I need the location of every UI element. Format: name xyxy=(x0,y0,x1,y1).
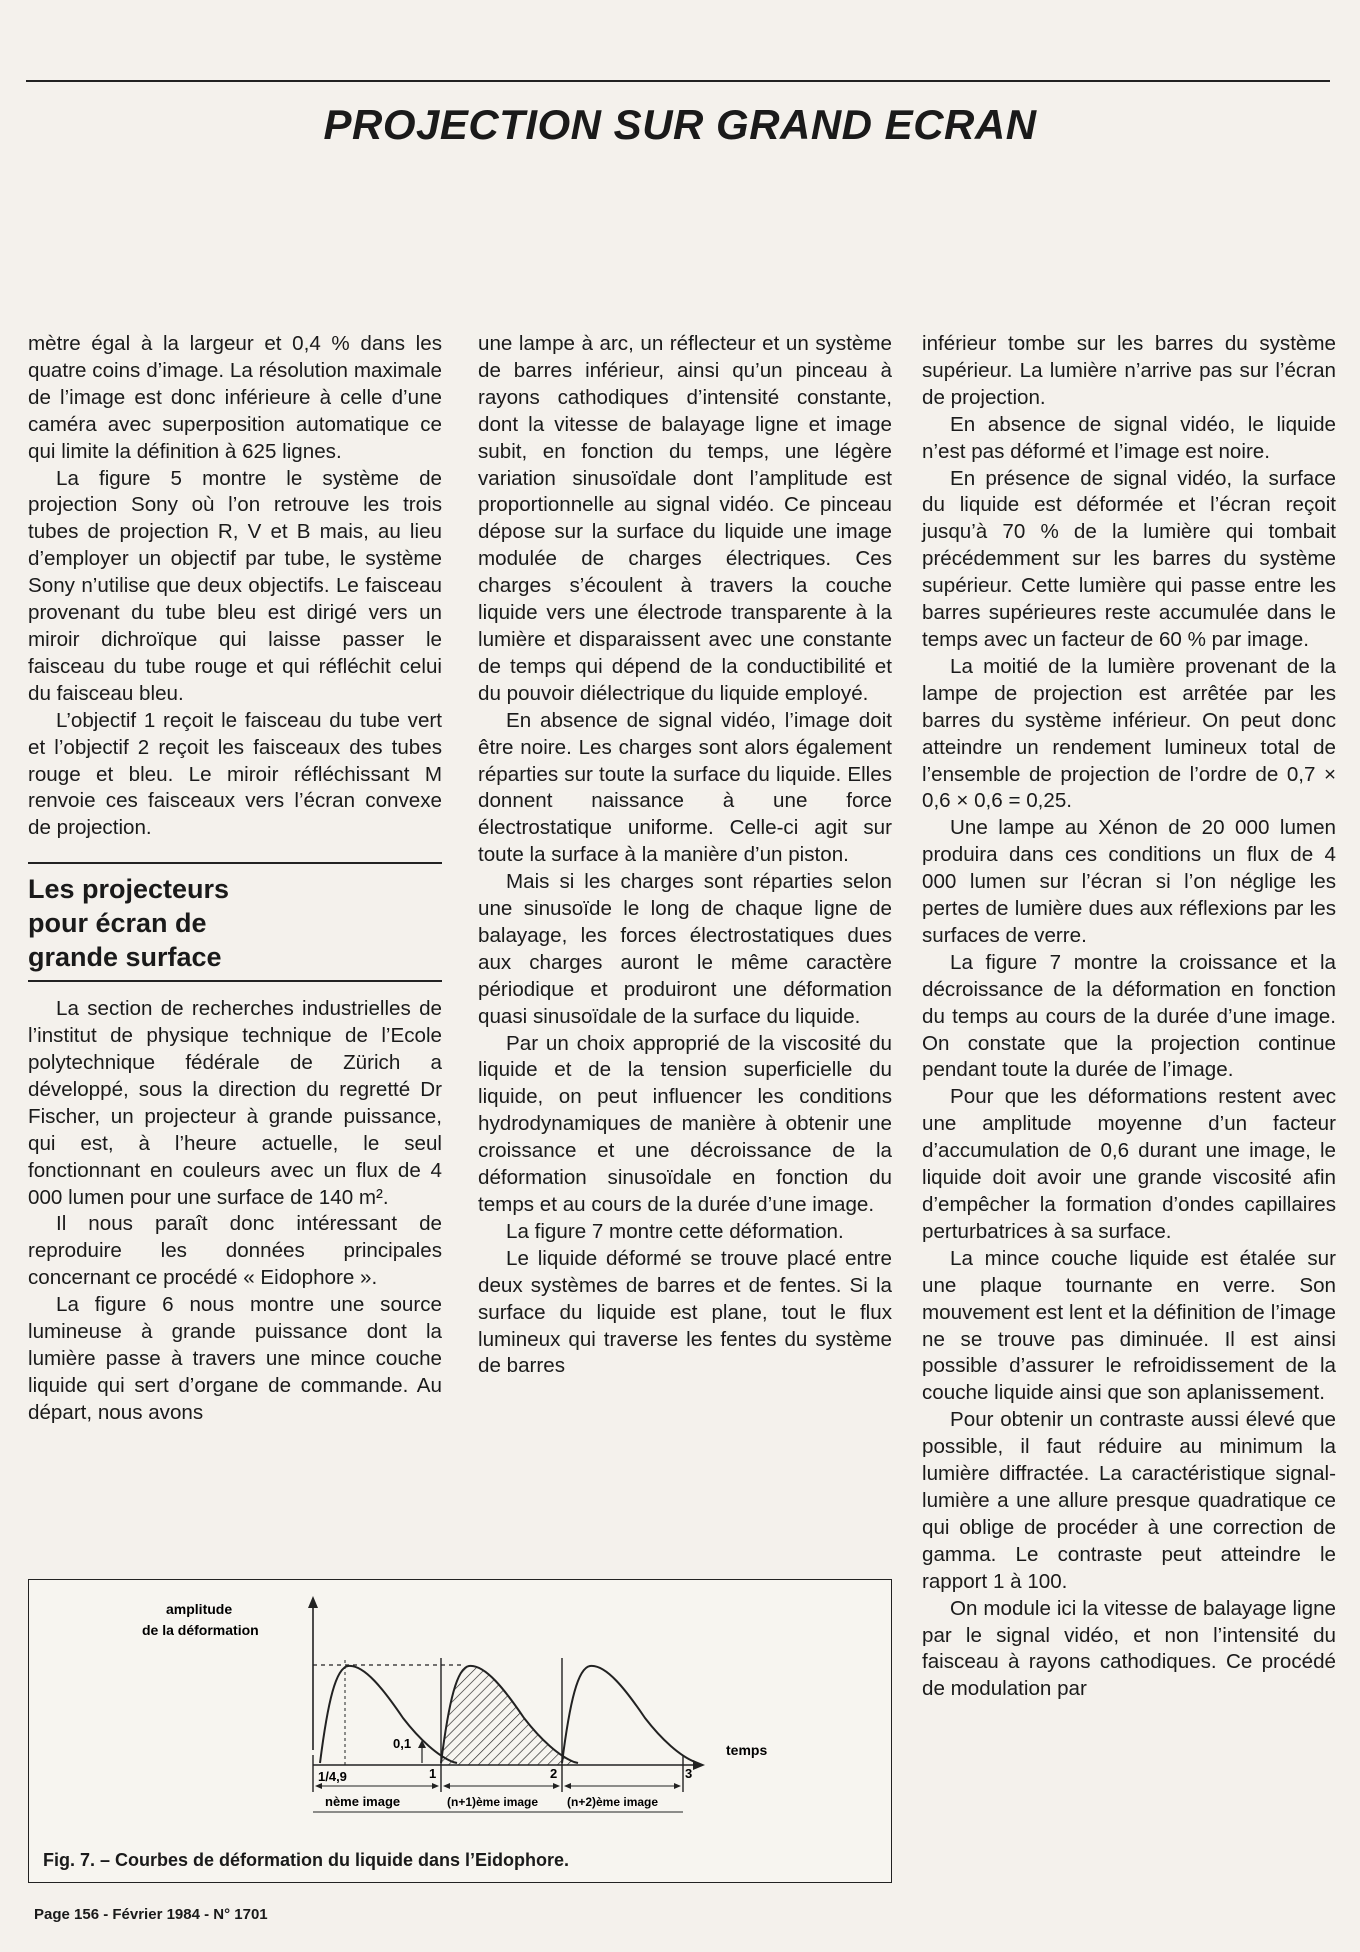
column-1 xyxy=(28,331,442,1427)
paragraph: En présence de signal vidéo, la surface du liquide est déformée et l’écran reçoit jusqu’à 70 % de la lumière qui tombait précédemment sur les barres du système supérieur. Cette lumière qui passe entre les barres supérieures reste accumulée dans le temps avec un facteur de 60 % par image. xyxy=(922,466,1336,651)
tick-label-3: 3 xyxy=(685,1766,693,1781)
figure-7 xyxy=(28,1579,892,1883)
paragraph: La figure 7 montre cette déformation. xyxy=(506,1219,844,1243)
image-label-n2: (n+2)ème image xyxy=(567,1795,659,1809)
curve-n xyxy=(320,1666,457,1763)
paragraph: Pour obtenir un contraste aussi élevé que possible, il faut réduire au minimum la lumière diffractée. La caractéristique signal-lumière a une allure presque quadratique ce qui oblige de procéder à une correction de gamma. Le contraste peut atteindre le rapport 1 à 100. xyxy=(922,1408,1336,1593)
image-label-n1: (n+1)ème image xyxy=(447,1795,539,1809)
section-title: Les projecteurs pour écran de grande surface xyxy=(28,874,230,973)
image-label-n: nème image xyxy=(325,1794,401,1809)
paragraph: Par un choix approprié de la viscosité du liquide et de la tension superficielle du liquide, on peut influencer les conditions hydrodynamiques de manière à obtenir une croissance et une décroissance de la déformation sinusoïdale en fonction du temps et au cours de la durée d’une image. xyxy=(478,1031,892,1216)
paragraph: Une lampe au Xénon de 20 000 lumen produira dans ces conditions un flux de 4 000 lumen sur l’écran si l’on néglige les pertes de lumière dues aux réflexions par les surfaces de verre. xyxy=(922,816,1336,947)
paragraph: Pour que les déformations restent avec une amplitude moyenne d’un facteur d’accumulation de 0,6 durant une image, le liquide doit avoir une grande viscosité afin d’empêcher la formation d’ondes capillaires perturbatrices à sa surface. xyxy=(922,1085,1336,1243)
section-heading-box xyxy=(28,862,442,982)
y-axis-arrow-icon xyxy=(308,1596,318,1608)
tick-label-2: 2 xyxy=(550,1766,558,1781)
paragraph: La figure 6 nous montre une source lumineuse à grande puissance dont la lumière passe à travers une mince couche liquide qui sert d’organe de commande. Au départ, nous avons xyxy=(28,1293,442,1424)
curve-n2 xyxy=(562,1666,695,1763)
column-3 xyxy=(922,331,1336,1703)
dim-arrow-icon xyxy=(553,1783,560,1789)
label-fraction: 1/4,9 xyxy=(318,1769,347,1784)
paragraph: En absence de signal vidéo, l’image doit être noire. Les charges sont alors également réparties sur toute la surface du liquide. Elles donnent naissance à une force électrostatique uniforme. Celle-ci agit sur toute la surface à la manière d’un piston. xyxy=(478,708,892,867)
paragraph: La moitié de la lumière provenant de la lampe de projection est arrêtée par les barres du système inférieur. On peut donc atteindre un rendement lumineux total de l’ensemble de projection de l’ordre de 0,7 × 0,6 × 0,6 = 0,25. xyxy=(922,654,1336,813)
paragraph: mètre égal à la largeur et 0,4 % dans les quatre coins d’image. La résolution maximale de l’image est donc inférieure à celle d’une caméra avec superposition automatique ce qui limite la définition à 625 lignes. xyxy=(28,332,442,463)
top-rule xyxy=(26,80,1330,82)
page-footer: Page 156 - Février 1984 - N° 1701 xyxy=(34,1906,268,1923)
dim-arrow-icon xyxy=(564,1783,571,1789)
paragraph: On module ici la vitesse de balayage ligne par le signal vidéo, et non l’intensité du faisceau à rayons cathodiques. Ce procédé de modulation par xyxy=(922,1596,1336,1701)
paragraph: Le liquide déformé se trouve placé entre deux systèmes de barres et de fentes. Si la surface du liquide est plane, tout le flux lumineux qui traverse les fentes du système de barres xyxy=(478,1246,892,1378)
threshold-arrow-icon xyxy=(418,1740,426,1748)
paragraph: La mince couche liquide est étalée sur une plaque tournante en verre. Son mouvement est lent et la définition de l’image ne se trouve pas diminuée. Il est ainsi possible d’assurer le refroidissement de la couche liquide ainsi que son aplanissement. xyxy=(922,1246,1336,1405)
paragraph: Il nous paraît donc intéressant de reproduire les données principales concernant ce procédé « Eidophore ». xyxy=(28,1212,442,1290)
paragraph: L’objectif 1 reçoit le faisceau du tube vert et l’objectif 2 reçoit les faisceaux des tubes rouge et bleu. Le miroir réfléchissant M renvoie ces faisceaux vers l’écran convexe de projection. xyxy=(28,708,442,840)
paragraph: En absence de signal vidéo, le liquide n’est pas déformé et l’image est noire. xyxy=(922,412,1336,463)
paragraph: La figure 7 montre la croissance et la décroissance de la déformation en fonction du temps au cours de la durée d’une image. On constate que la projection continue pendant toute la durée de l’image. xyxy=(922,950,1336,1082)
y-label-line1: amplitude xyxy=(166,1601,233,1617)
paragraph: La figure 5 montre le système de projection Sony où l’on retrouve les trois tubes de projection R, V et B mais, au lieu d’employer un objectif par tube, le système Sony n’utilise que deux objectifs. Le faisceau provenant du tube bleu est dirigé vers un miroir dichroïque qui laisse passer le faisceau du tube rouge et qui réfléchit celui du faisceau bleu. xyxy=(28,466,442,705)
dim-arrow-icon xyxy=(443,1783,450,1789)
paragraph: inférieur tombe sur les barres du système supérieur. La lumière n’arrive pas sur l’écran de projection. xyxy=(922,332,1336,409)
column-2 xyxy=(478,331,892,1380)
deformation-diagram xyxy=(29,1580,891,1882)
paragraph: La section de recherches industrielles de l’institut de physique technique de l’Ecole polytechnique fédérale de Zürich a développé, sous la direction du regretté Dr Fischer, un projecteur à grande puissance, qui est, à l’heure actuelle, le seul fonctionnant en couleurs avec un flux de 4 000 lumen pour une surface de 140 m². xyxy=(28,997,442,1209)
dim-arrow-icon xyxy=(674,1783,681,1789)
figure-caption: Fig. 7. – Courbes de déformation du liquide dans l’Eidophore. xyxy=(43,1850,570,1870)
dim-arrow-icon xyxy=(432,1783,439,1789)
hatched-area xyxy=(441,1666,577,1765)
y-label-line2: de la déformation xyxy=(142,1622,259,1638)
label-threshold: 0,1 xyxy=(393,1736,412,1751)
page-title: PROJECTION SUR GRAND ECRAN xyxy=(323,101,1037,148)
x-label: temps xyxy=(726,1742,768,1758)
paragraph: une lampe à arc, un réflecteur et un système de barres inférieur, ainsi qu’un pinceau à rayons cathodiques d’intensité constante, dont la vitesse de balayage ligne et image subit, en fonction du temps, une légère variation sinusoïdale dont l’amplitude est proportionnelle au signal vidéo. Ce pinceau dépose sur la surface du liquide une image modulée de charges électriques. Ces charges s’écoulent à travers la couche liquide vers une électrode transparente à la lumière et disparaissent avec une constante de temps qui dépend de la conductibilité et du pouvoir diélectrique du liquide employé. xyxy=(478,332,892,705)
tick-label-1: 1 xyxy=(429,1766,437,1781)
paragraph: Mais si les charges sont réparties selon une sinusoïde le long de chaque ligne de balayage, les forces électrostatiques dues aux charges auront le même caractère périodique et produiront une déformation quasi sinusoïdale de la surface du liquide. xyxy=(478,870,892,1028)
